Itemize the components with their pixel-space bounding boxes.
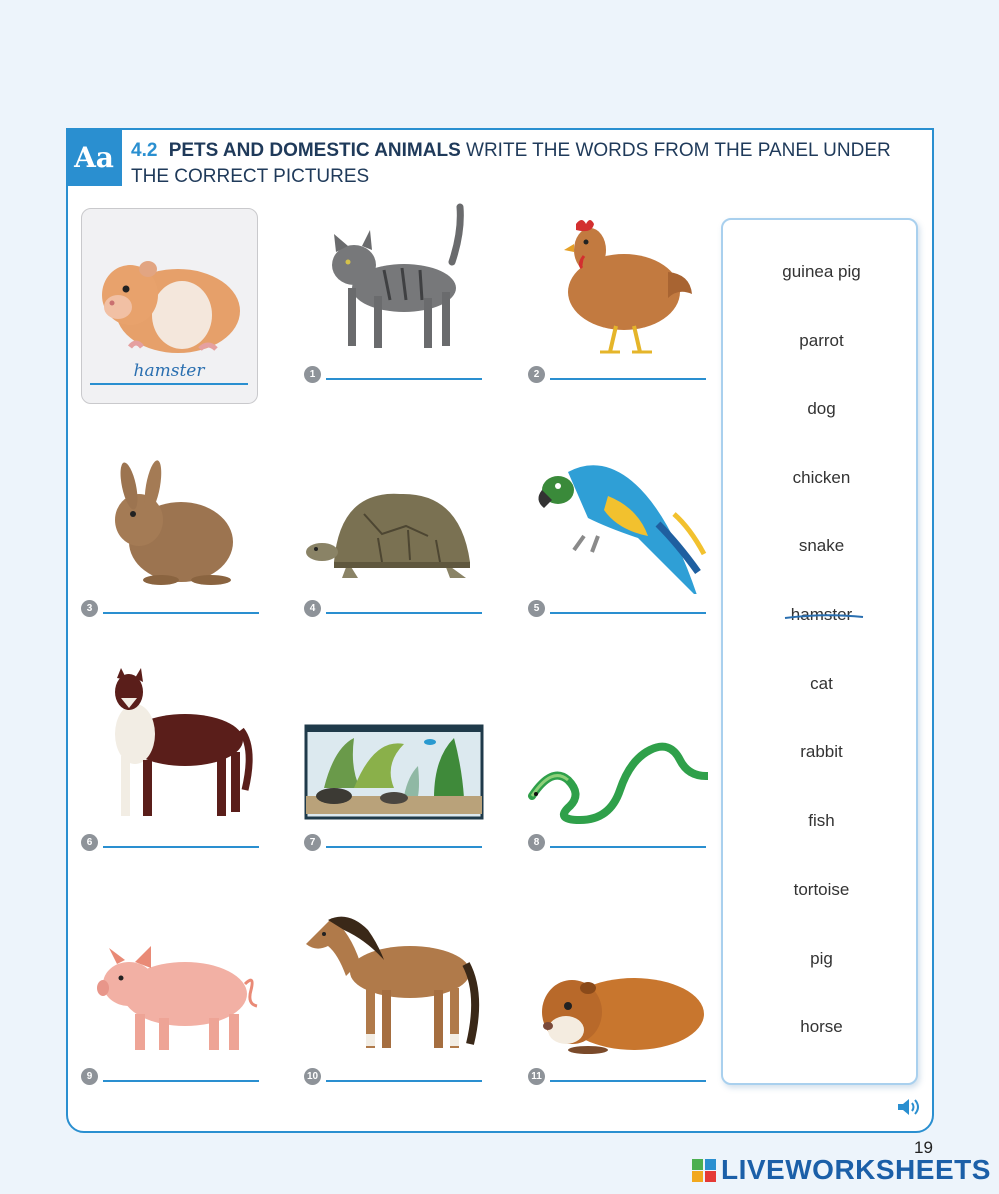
item-cell-2 [528,200,708,395]
guinea-pig-image [528,902,708,1062]
item-cell-8 [528,668,708,863]
word-panel [721,218,918,1085]
answer-blank-11[interactable] [550,1074,706,1082]
item-cell-9 [81,902,261,1097]
item-number-badge: 4 [304,600,321,617]
item-number-badge: 5 [528,600,545,617]
parrot-image [528,434,708,594]
answer-blank-3[interactable] [103,606,259,614]
item-number-badge: 1 [304,366,321,383]
item-number-badge: 2 [528,366,545,383]
item-number-badge: 3 [81,600,98,617]
item-number-badge: 11 [528,1068,545,1085]
pig-image [81,902,261,1062]
panel-word-crossed: hamster [723,605,920,625]
exercise-instruction: WRITE THE WORDS FROM THE PANEL UNDER THE CORRECT PICTURES [131,140,891,187]
answer-blank-2[interactable] [550,372,706,380]
panel-word[interactable]: guinea pig [782,262,861,281]
panel-word[interactable]: rabbit [800,742,843,761]
example-answer: hamster [90,361,248,385]
answer-blank-4[interactable] [326,606,482,614]
panel-word[interactable]: cat [810,674,833,693]
liveworksheets-logo-icon [692,1157,718,1183]
panel-word[interactable]: horse [800,1017,843,1036]
tortoise-image [304,434,484,594]
item-cell-7 [304,668,484,863]
item-cell-1 [304,200,484,395]
panel-word[interactable]: parrot [799,331,844,350]
answer-blank-8[interactable] [550,840,706,848]
item-cell-3 [81,434,261,629]
item-number-badge: 10 [304,1068,321,1085]
item-cell-11 [528,902,708,1097]
horse-image [304,902,484,1062]
liveworksheets-logo [692,1154,991,1186]
answer-blank-1[interactable] [326,372,482,380]
panel-word[interactable]: tortoise [793,880,850,899]
panel-word[interactable]: chicken [792,468,851,487]
item-cell-4 [304,434,484,629]
exercise-topic: PETS AND DOMESTIC ANIMALS [168,140,461,161]
item-number-badge: 9 [81,1068,98,1085]
dog-image [81,668,261,828]
snake-image [528,668,708,828]
exercise-title [131,138,911,190]
item-number-badge: 8 [528,834,545,851]
answer-blank-7[interactable] [326,840,482,848]
answer-blank-6[interactable] [103,840,259,848]
item-number-badge: 6 [81,834,98,851]
item-cell-10 [304,902,484,1097]
item-cell-5 [528,434,708,629]
item-number-badge: 7 [304,834,321,851]
panel-word[interactable]: fish [808,811,835,830]
page-number: 19 [914,1138,933,1157]
brand-name: LIVEWORKSHEETS [721,1154,991,1185]
hamster-image [90,229,250,359]
panel-word[interactable]: dog [807,399,836,418]
cat-image [304,200,484,360]
answer-blank-5[interactable] [550,606,706,614]
panel-word[interactable]: pig [810,949,833,968]
chicken-image [528,200,708,360]
answer-blank-9[interactable] [103,1074,259,1082]
rabbit-image [81,434,261,594]
example-card [81,208,258,404]
audio-speaker-icon[interactable] [896,1096,920,1118]
fish-tank-image [304,668,484,828]
exercise-number: 4.2 [131,140,158,161]
answer-blank-10[interactable] [326,1074,482,1082]
strikethrough-mark [783,614,865,620]
item-cell-6 [81,668,261,863]
vocabulary-badge: Aa [66,128,122,186]
panel-word[interactable]: snake [798,536,845,555]
